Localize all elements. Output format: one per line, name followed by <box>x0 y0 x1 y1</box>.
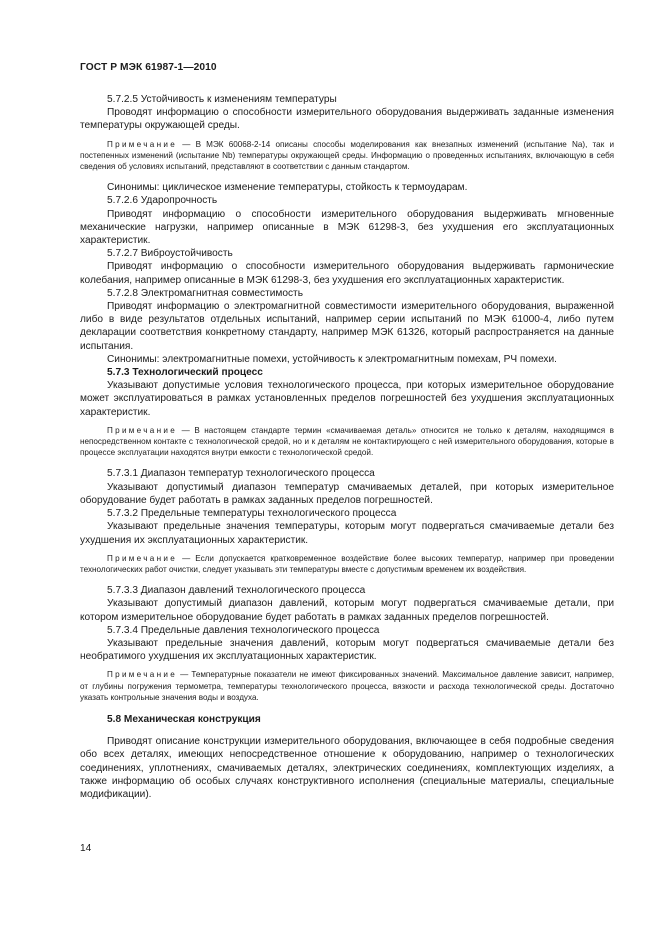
paragraph: Синонимы: циклическое изменение температуры, стойкость к термоударам. <box>107 182 468 194</box>
subsection-heading: 5.7.2.6 Ударопрочность <box>107 195 218 207</box>
paragraph: Указывают предельные значения давлений, которым могут подвергаться смачиваемые детали без необратимого ухудшения их эксплуатационных характеристик. <box>80 637 614 663</box>
subsection-heading: 5.7.3.3 Диапазон давлений технологического процесса <box>107 585 366 597</box>
note-text: — В настоящем стандарте термин «смачиваемая деталь» относится не только к деталям, находящимся в непосредственном контакте с технологической средой, но и к деталям не контактирующего с ней измерительного оборудования, которые в процессе эксплуатации находятся внутри емкости с технологической средой. <box>80 425 614 458</box>
note <box>80 139 614 173</box>
note-label: Примечание <box>107 425 178 435</box>
page-number: 14 <box>80 843 92 854</box>
paragraph: Приводят информацию о способности измерительного оборудования выдерживать гармонические колебания, например описанные в МЭК 61298-3, без ухудшения его эксплуатационных характеристик. <box>80 261 614 286</box>
page-content <box>80 93 614 801</box>
paragraph: Указывают допустимый диапазон температур смачиваемых деталей, при которых измерительное оборудование будет работать в рамках заданных пределов погрешностей. <box>80 481 614 506</box>
paragraph: Указывают предельные значения температуры, которым могут подвергаться смачиваемые детали без ухудшения их эксплуатационных характеристик. <box>80 521 614 546</box>
subsection-heading: 5.7.2.7 Виброустойчивость <box>107 248 233 260</box>
paragraph: Приводят информацию о электромагнитной совместимости измерительного оборудования, выраженной либо в виде результатов отдельных испытаний, например серии испытаний по МЭК 61000-4, либо путем декларации соответствия конкретному стандарту, например МЭК 61326, который распространяется на данные испытания. <box>80 301 614 352</box>
note <box>80 669 614 703</box>
note-label: Примечание <box>107 553 178 563</box>
note-text: — В МЭК 60068-2-14 описаны способы моделирования как внезапных изменений (испытание Na), так и постепенных изменений (испытание Nb) температуры окружающей среды. Информацию о проведенных испытаниях, включающую в себя сведения об условиях испытаний, представляют в соответствии с данным стандартом. <box>80 139 614 172</box>
paragraph: Приводят описание конструкции измерительного оборудования, включающее в себя подробные сведения обо всех деталях, имеющих непосредственное отношение к оборудованию, например о технологических соединениях, уплотнениях, смачиваемых деталях, электрических соединениях, комплектующих изделиях, а также информацию об особых случаях конструктивного исполнения (специальные материалы, специальные модификации). <box>80 736 614 800</box>
subsection-heading: 5.7.3.2 Предельные температуры технологического процесса <box>107 508 397 520</box>
subsection-heading: 5.7.3.4 Предельные давления технологического процесса <box>107 624 380 636</box>
paragraph: Приводят информацию о способности измерительного оборудования выдерживать мгновенные механические нагрузки, например описанные в МЭК 61298-3, без ухудшения его эксплуатационных характеристик. <box>80 208 614 247</box>
subsection-heading: 5.7.2.5 Устойчивость к изменениям температуры <box>107 94 337 105</box>
paragraph: Указывают допустимый диапазон давлений, которым могут подвергаться смачиваемые детали, при котором измерительное оборудование будет работать в рамках заданных пределов погрешностей. <box>80 598 614 623</box>
paragraph: Проводят информацию о способности измерительного оборудования выдерживать заданные изменения температуры окружающей среды. <box>80 107 614 132</box>
paragraph: Указывают допустимые условия технологического процесса, при которых измерительное оборудование может эксплуатироваться в рамках установленных пределов погрешностей без ухудшения эксплуатационных характеристик. <box>80 380 614 418</box>
subsection-heading: 5.7.2.8 Электромагнитная совместимость <box>107 287 303 299</box>
note-label: Примечание <box>107 139 178 149</box>
paragraph: Синонимы: электромагнитные помехи, устойчивость к электромагнитным помехам, РЧ помехи. <box>107 353 557 365</box>
subsection-heading: 5.7.3.1 Диапазон температур технологического процесса <box>107 468 375 480</box>
note-label: Примечание <box>107 670 178 680</box>
page-header: ГОСТ Р МЭК 61987-1—2010 <box>80 62 217 73</box>
section-heading: 5.7.3 Технологический процесс <box>107 367 263 379</box>
note <box>80 553 614 575</box>
note-text: — Если допускается кратковременное воздействие более высоких температур, например при проведении технологических работ очистки, следует указывать эти температуры вместе с допустимым временем их воздействия. <box>80 553 614 574</box>
section-heading: 5.8 Механическая конструкция <box>107 713 261 725</box>
note <box>80 425 614 459</box>
note-text: — Температурные показатели не имеют фиксированных значений. Максимальное давление зависит, например, от глубины погружения термометра, температуры технологического процесса, вязкости и расхода технологической среды. Достаточно указать контрольные значения воды и воздуха. <box>80 670 614 702</box>
